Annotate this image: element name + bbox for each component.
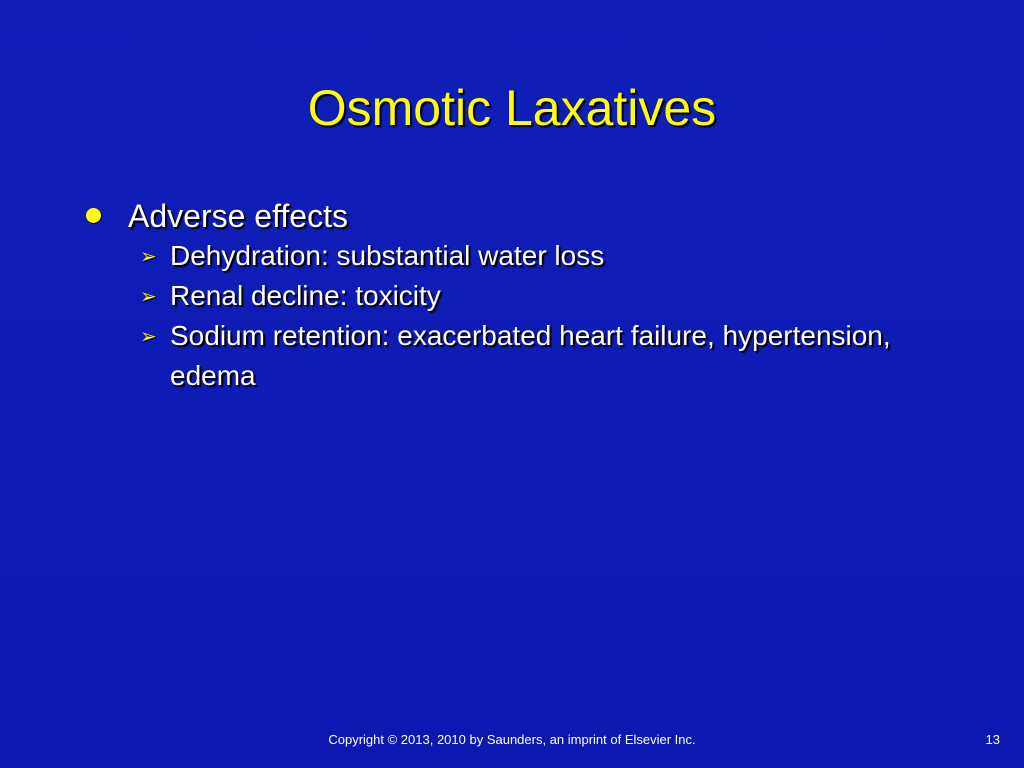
arrowhead-icon: ➢ [140, 286, 157, 308]
copyright-footer: Copyright © 2013, 2010 by Saunders, an imprint of Elsevier Inc. [328, 732, 696, 747]
arrowhead-icon: ➢ [140, 246, 157, 268]
sub-bullet-text: Sodium retention: exacerbated heart failure, hypertension, edema [170, 320, 891, 391]
sub-bullet-item [138, 236, 946, 276]
filled-circle-icon [86, 208, 101, 223]
sub-bullet-text: Dehydration: substantial water loss [170, 240, 605, 271]
sub-bullet-item [138, 276, 946, 316]
bullet-text: Adverse effects [128, 198, 348, 234]
slide-content [86, 196, 946, 396]
slide-title: Osmotic Laxatives [307, 80, 717, 136]
page-number: 13 [985, 732, 1000, 747]
bullet-item [86, 196, 946, 236]
sub-bullet-text: Renal decline: toxicity [170, 280, 441, 311]
arrowhead-icon: ➢ [140, 326, 157, 348]
sub-bullet-list [138, 236, 946, 396]
sub-bullet-item [138, 316, 946, 396]
